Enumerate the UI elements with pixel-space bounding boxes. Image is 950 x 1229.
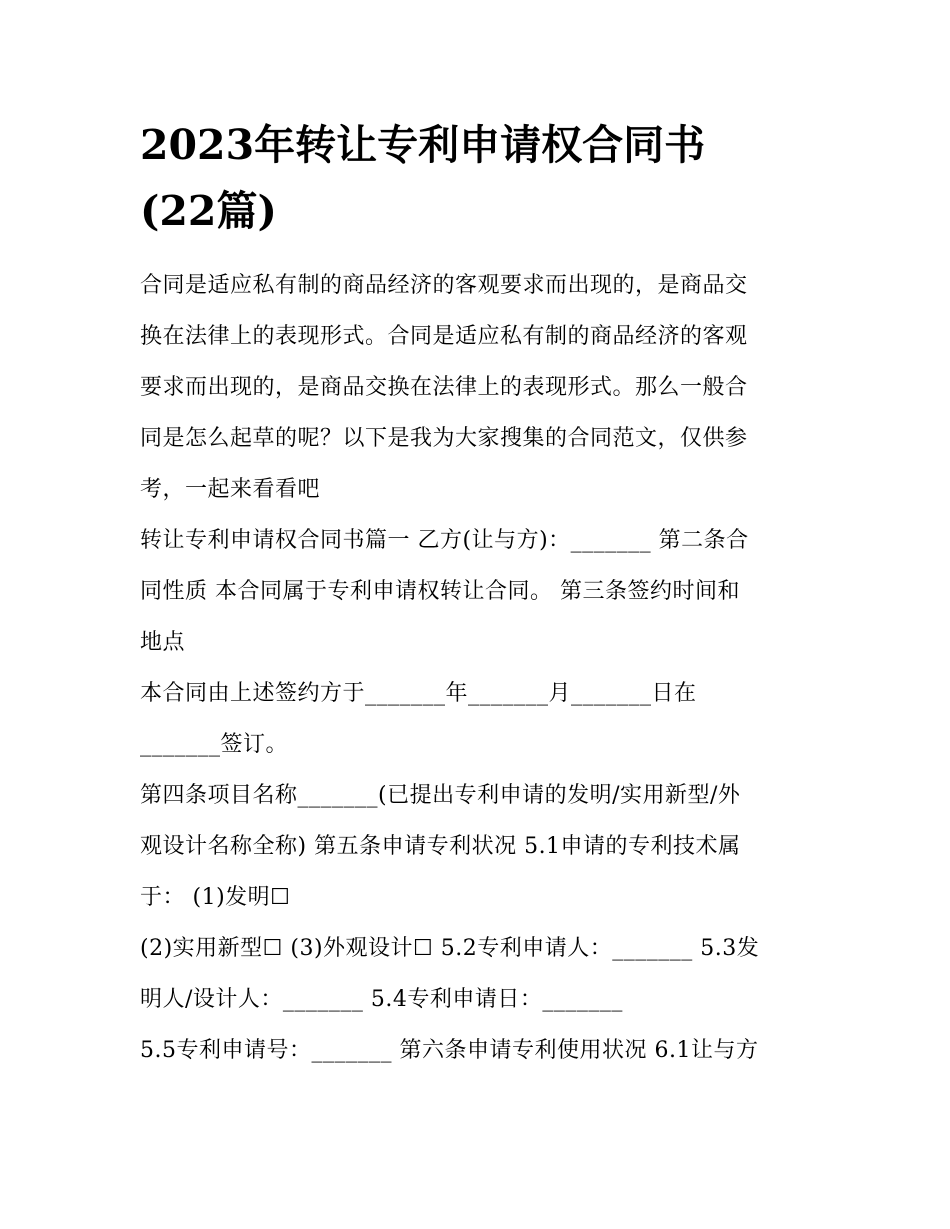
text-line: 第四条项目名称_______(已提出专利申请的发明/实用新型/外	[140, 783, 741, 808]
text-line: 明人/设计人：_______ 5.4专利申请日：_______	[140, 987, 623, 1012]
text-line: 要求而出现的，是商品交换在法律上的表现形式。那么一般合	[140, 375, 748, 400]
text-line: 转让专利申请权合同书篇一 乙方(让与方)：_______ 第二条合	[140, 528, 749, 553]
text-line: 于： (1)发明☐	[140, 885, 291, 910]
text-line: 同性质 本合同属于专利申请权转让合同。 第三条签约时间和	[140, 579, 740, 604]
text-line: 5.5专利申请号：_______ 第六条申请专利使用状况 6.1让与方	[140, 1038, 759, 1063]
contract-paragraph	[140, 770, 812, 923]
contract-paragraph	[140, 668, 812, 770]
text-line: 地点	[140, 630, 186, 655]
text-line: 本合同由上述签约方于_______年_______月_______日在	[140, 681, 697, 706]
contract-paragraph	[140, 515, 812, 668]
text-line: 同是怎么起草的呢？以下是我为大家搜集的合同范文，仅供参	[140, 426, 748, 451]
text-line: _______签订。	[140, 732, 289, 757]
document-title	[140, 112, 812, 244]
text-line: 换在法律上的表现形式。合同是适应私有制的商品经济的客观	[140, 324, 748, 349]
document-page	[140, 112, 812, 1076]
text-line: 合同是适应私有制的商品经济的客观要求而出现的，是商品交	[140, 273, 748, 298]
text-line: (2)实用新型☐ (3)外观设计☐ 5.2专利申请人：_______ 5.3发	[140, 936, 760, 961]
intro-paragraph	[140, 260, 812, 515]
text-line: 考，一起来看看吧	[140, 477, 321, 502]
text-line: 观设计名称全称) 第五条申请专利状况 5.1申请的专利技术属	[140, 834, 741, 859]
contract-paragraph	[140, 923, 812, 1025]
contract-paragraph	[140, 1025, 812, 1076]
title-line: (22篇)	[140, 187, 277, 235]
title-line: 2023年转让专利申请权合同书	[140, 121, 706, 169]
